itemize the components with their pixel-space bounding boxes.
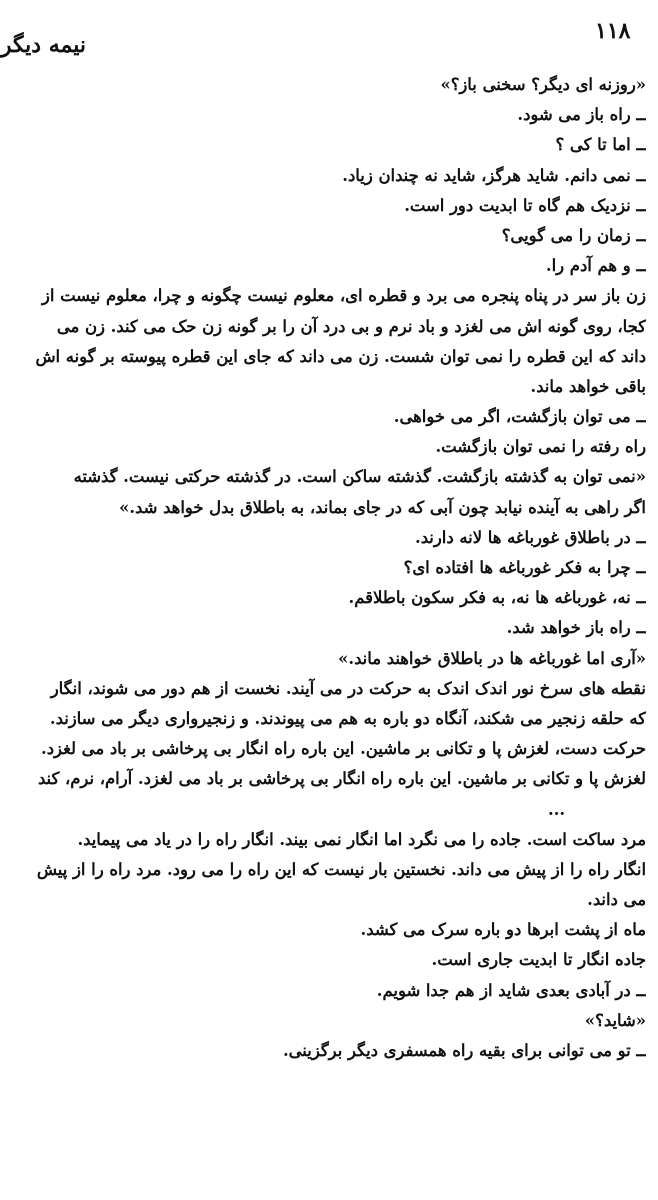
text-line: لغزش پا و تکانی بر ماشین. این باره راه انگار بی پرخاشی بر باد می لغزد. آرام، نرم، کند [37, 769, 646, 789]
text-line: ــ اما تا کی ؟ [555, 135, 646, 155]
text-line: می داند. [587, 890, 646, 910]
text-line: «روزنه ای دیگر؟ سخنی باز؟» [440, 75, 646, 94]
running-title: نیمه دیگر [0, 32, 86, 58]
text-line: ــ در باطلاق غورباغه ها لانه دارند. [415, 527, 646, 547]
text-line: ــ چرا به فکر غورباغه ها افتاده ای؟ [403, 558, 646, 577]
text-line-ellipsis: ... [548, 799, 566, 819]
text-line: ــ می توان بازگشت، اگر می خواهی. [393, 407, 646, 427]
text-line: اگر راهی به آینده نیابد چون آبی که در جای بماند، به باطلاق بدل خواهد شد.» [119, 497, 646, 517]
text-line: ــ تو می توانی برای بقیه راه همسفری دیگر برگزینی. [282, 1041, 646, 1060]
text-line: ــ در آبادی بعدی شاید از هم جدا شویم. [376, 980, 646, 1000]
text-line: که حلقه زنجیر می شکند، آنگاه دو باره به هم می پیوندند. و زنجیرواری دیگر می سازند. [49, 708, 646, 728]
text-line: نقطه های سرخ نور اندک اندک به حرکت در می آیند. نخست از هم دور می شوند، انگار [50, 678, 646, 698]
text-line: مرد ساکت است. جاده را می نگرد اما انگار نمی بیند. انگار راه را در یاد می پیماید. [77, 829, 646, 849]
text-line: ــ زمان را می گویی؟ [501, 225, 646, 245]
text-line: باقی خواهد ماند. [530, 376, 646, 396]
text-line: «شاید؟» [584, 1010, 646, 1030]
text-line: ــ راه باز خواهد شد. [506, 618, 646, 638]
text-line: زن باز سر در پناه پنجره می برد و قطره ای، معلوم نیست چگونه و چرا، معلوم نیست از [41, 286, 646, 306]
text-line: ماه از پشت ابرها دو باره سرک می کشد. [360, 920, 646, 940]
text-line: راه رفته را نمی توان بازگشت. [435, 437, 646, 457]
text-line: حرکت دست، لغزش پا و تکانی بر ماشین. این باره راه انگار بی پرخاشی بر باد می لغزد. [41, 739, 646, 759]
page-number: ۱۱۸ [595, 18, 631, 44]
text-line: ــ راه باز می شود. [517, 105, 646, 125]
page-header [0, 18, 658, 58]
text-line: ــ نه، غورباغه ها نه، به فکر سکون باطلاقم. [348, 588, 646, 608]
text-line: ــ و هم آدم را. [545, 256, 646, 276]
text-line: ــ نزدیک هم گاه تا ابدیت دور است. [404, 195, 646, 215]
text-line: «آری اما غورباغه ها در باطلاق خواهند ماند.» [338, 648, 646, 668]
text-line: داند که این قطره را نمی توان شست. زن می داند که جای این قطره پیوسته بر گونه اش [35, 346, 646, 366]
text-line: جاده انگار تا ابدیت جاری است. [431, 950, 646, 970]
body-text [8, 70, 646, 1066]
text-line: ــ نمی دانم. شاید هرگز، شاید نه چندان زیاد. [342, 165, 646, 185]
text-line: «نمی توان به گذشته بازگشت. گذشته ساکن است. در گذشته حرکتی نیست. گذشته [73, 467, 646, 487]
text-line: کجا، روی گونه اش می لغزد و باد نرم و بی درد آن را بر گونه زن حک می کند. زن می [56, 316, 646, 336]
text-line: انگار راه را از پیش می داند. نخستین بار نیست که این راه را می رود. مرد راه را از پیش [36, 859, 646, 879]
